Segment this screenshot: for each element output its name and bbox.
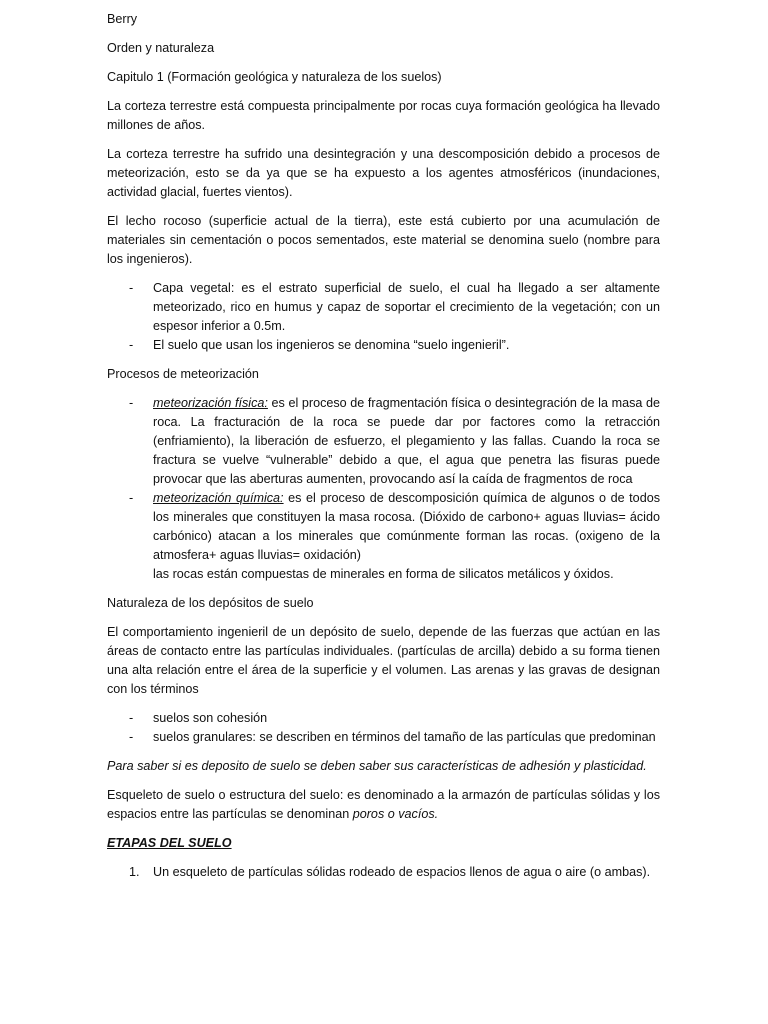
step-text: Un esqueleto de partículas sólidas rodeado de espacios llenos de agua o aire (o ambas). [153, 865, 651, 879]
document-page [107, 10, 660, 882]
list-meteorizacion [107, 394, 660, 584]
list-item-fisica [107, 394, 660, 489]
paragraph-desintegracion: La corteza terrestre ha sufrido una desintegración y una descomposición debido a procesos de meteorización, esto se da ya que se ha expuesto a los agentes atmosféricos (inundaciones, actividad glacial, fuertes vientos). [107, 147, 660, 199]
text-silicatos: las rocas están compuestas de minerales en forma de silicatos metálicos y óxidos. [153, 567, 614, 581]
course-title: Orden y naturaleza [107, 41, 215, 55]
chapter-title: Capitulo 1 (Formación geológica y naturaleza de los suelos) [107, 70, 442, 84]
paragraph-corteza: La corteza terrestre está compuesta principalmente por rocas cuya formación geológica ha llevado millones de años. [107, 99, 660, 132]
list-item: - El suelo que usan los ingenieros se denomina “suelo ingenieril”. [107, 336, 660, 355]
text-fisica: es el proceso de fragmentación física o desintegración de la masa de roca. La fracturación de la roca se puede dar por factores como la retracción (enfriamiento), la liberación de esfuerzo, el plegamiento y las fallas. Cuando la roca se fractura se vuelve “vulnerable” debido a que, el agua que penetra las fisuras puede provocar que las aberturas aumenten, provocando así la caída de fragmentos de roca [153, 396, 660, 486]
list-capas [107, 279, 660, 355]
heading-etapas: ETAPAS DEL SUELO [107, 836, 232, 850]
list-item: - Capa vegetal: es el estrato superficial de suelo, el cual ha llegado a ser altamente meteorizado, rico en humus y capaz de soportar el crecimiento de la vegetación; con un espesor inferior a 0.5m. [107, 279, 660, 336]
text-quimica: es el proceso de descomposición química de algunos o de todos los minerales que constituyen la masa rocosa. (Dióxido de carbono+ aguas lluvias= ácido carbónico) atacan a los minerales que comúnmente forman las rocas. (oxigeno de la atmosfera+ aguas lluvias= oxidación) [153, 491, 660, 562]
esqueleto-text: Esqueleto de suelo o estructura del suelo: es denominado a la armazón de partículas sólidas y los espacios entre las partículas se denominan [107, 788, 660, 821]
term-quimica: meteorización química: [153, 491, 284, 505]
list-item: - suelos son cohesión [107, 709, 660, 728]
heading-meteorizacion: Procesos de meteorización [107, 367, 259, 381]
term-fisica: meteorización física: [153, 396, 268, 410]
list-item-quimica [107, 489, 660, 584]
esqueleto-italic: poros o vacíos. [352, 807, 439, 821]
list-item [107, 863, 660, 882]
step-number: 1. [129, 865, 140, 879]
paragraph-lecho-rocoso: El lecho rocoso (superficie actual de la tierra), este está cubierto por una acumulación de materiales sin cementación o pocos sementados, este material se denomina suelo (nombre para los ingenieros). [107, 214, 660, 266]
note-adhesion: Para saber si es deposito de suelo se deben saber sus características de adhesión y plasticidad. [107, 759, 647, 773]
list-etapas [107, 863, 660, 882]
heading-depositos: Naturaleza de los depósitos de suelo [107, 596, 314, 610]
list-item: - suelos granulares: se describen en términos del tamaño de las partículas que predominan [107, 728, 660, 747]
paragraph-comportamiento: El comportamiento ingenieril de un depósito de suelo, depende de las fuerzas que actúan en las áreas de contacto entre las partículas individuales. (partículas de arcilla) debido a su forma tienen una alta relación entre el área de la superficie y el volumen. Las arenas y las gravas de designan con los términos [107, 625, 660, 696]
paragraph-esqueleto [107, 786, 660, 824]
list-suelos [107, 709, 660, 747]
author-line: Berry [107, 12, 138, 26]
